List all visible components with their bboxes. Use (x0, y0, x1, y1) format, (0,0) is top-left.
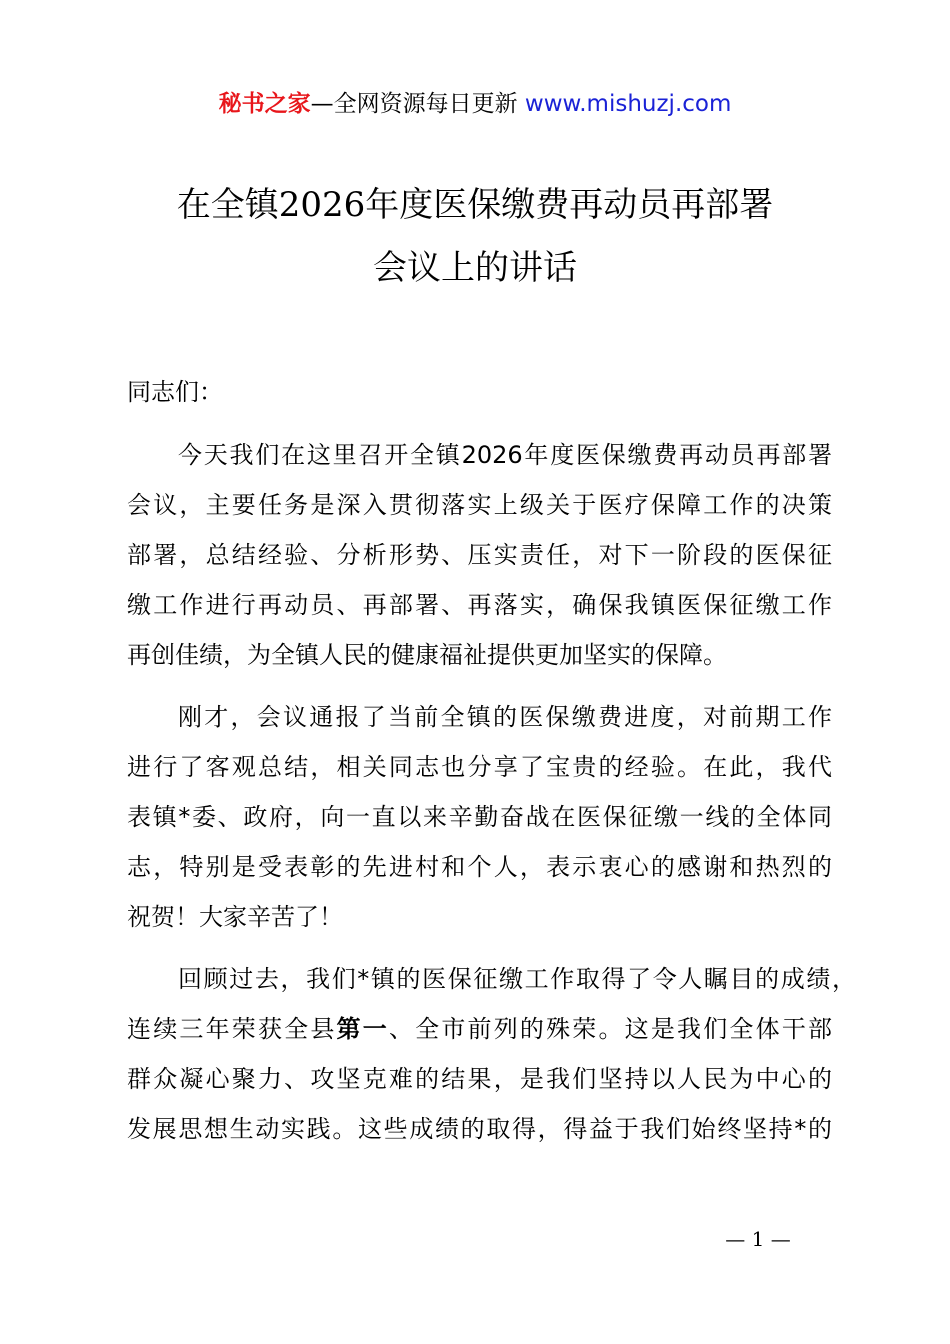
text-line (127, 1004, 832, 1054)
text-line: 祝贺！大家辛苦了！ (127, 903, 343, 931)
text-segment: 、全市前列的殊荣。这是我们全体干部 (388, 1015, 833, 1043)
text-line: 回顾过去，我们*镇的医保征缴工作取得了令人瞩目的成绩， (178, 965, 856, 993)
text-segment: 连续三年荣获全县 (127, 1015, 337, 1043)
brand-name: 秘书之家 (218, 91, 311, 117)
bold-text: 第一 (336, 1015, 389, 1043)
page-number: — 1 — (725, 1227, 791, 1251)
text-line: 志，特别是受表彰的先进村和个人，表示衷心的感谢和热烈的 (127, 853, 832, 881)
paragraph-3 (127, 954, 856, 1154)
paragraph-1 (127, 430, 832, 680)
site-header (0, 88, 950, 120)
paragraph-2 (127, 692, 832, 942)
text-line: 今天我们在这里召开全镇2026年度医保缴费再动员再部署 (178, 441, 832, 469)
text-line: 部署，总结经验、分析形势、压实责任，对下一阶段的医保征 (127, 541, 832, 569)
text-line: 缴工作进行再动员、再部署、再落实，确保我镇医保征缴工作 (127, 591, 832, 619)
text-line: 表镇*委、政府，向一直以来辛勤奋战在医保征缴一线的全体同 (127, 803, 832, 831)
text-line: 刚才，会议通报了当前全镇的医保缴费进度，对前期工作 (178, 703, 832, 731)
salutation: 同志们： (127, 378, 223, 406)
header-slogan: —全网资源每日更新 (310, 91, 525, 117)
text-line: 会议，主要任务是深入贯彻落实上级关于医疗保障工作的决策 (127, 491, 832, 519)
site-url-link[interactable]: www.mishuzj.com (524, 91, 732, 117)
document-title-line-1: 在全镇2026年度医保缴费再动员再部署 (176, 185, 774, 225)
text-line: 发展思想生动实践。这些成绩的取得，得益于我们始终坚持*的 (127, 1115, 832, 1143)
text-line: 进行了客观总结，相关同志也分享了宝贵的经验。在此，我代 (127, 753, 832, 781)
document-title-line-2: 会议上的讲话 (373, 248, 577, 288)
text-line: 群众凝心聚力、攻坚克难的结果，是我们坚持以人民为中心的 (127, 1065, 832, 1093)
text-line: 再创佳绩，为全镇人民的健康福祉提供更加坚实的保障。 (127, 641, 727, 669)
